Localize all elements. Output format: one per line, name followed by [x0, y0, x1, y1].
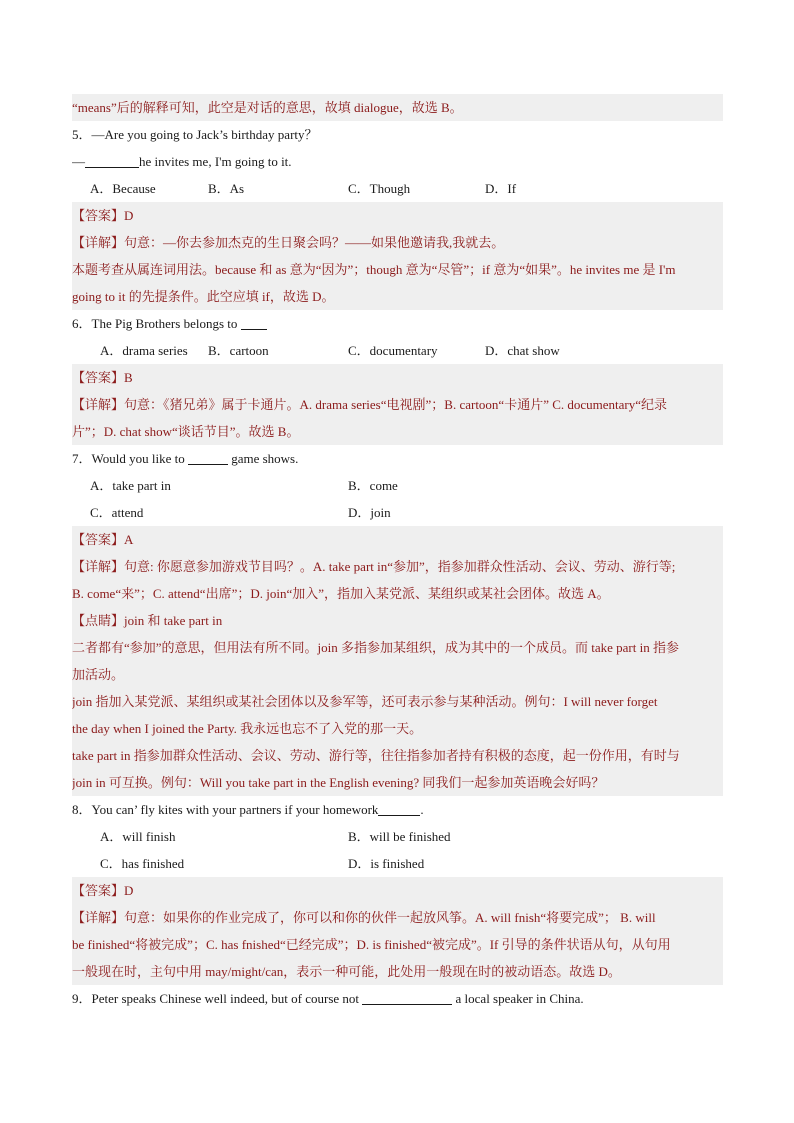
- q8-stem: [72, 796, 723, 823]
- answer-tag: 【答案】: [72, 532, 125, 547]
- q6-option-d[interactable]: D．chat show: [485, 343, 560, 358]
- q7-tip-6: join in 可互换。例句：Will you take part in the English evening? 同我们一起参加英语晚会好吗？: [72, 769, 723, 796]
- q5-answer: [72, 202, 723, 229]
- q7-stem: [72, 445, 723, 472]
- answer-tag: 【答案】: [72, 370, 125, 385]
- q8-answer: [72, 877, 723, 904]
- q6-answer-value: B: [124, 370, 133, 385]
- q8-answer-value: D: [124, 883, 134, 898]
- q7-tip-4: the day when I joined the Party. 我永远也忘不了入党的那一天。: [72, 715, 723, 742]
- q7-answer: [72, 526, 723, 553]
- q5-answer-value: D: [124, 208, 134, 223]
- q7-tip-title: join 和 take part in: [124, 613, 223, 628]
- q6-detail-2: 片”；D. chat show“谈话节目”。故选 B。: [72, 418, 723, 445]
- q7-tip-2: 加活动。: [72, 661, 723, 688]
- q7-tip-heading: [72, 607, 723, 634]
- q7-tip-3: join 指加入某党派、某组织或某社会团体以及参军等，还可表示参与某种活动。例句：I will never forget: [72, 688, 723, 715]
- q6-stem: [72, 310, 723, 337]
- q6-option-b[interactable]: B．cartoon: [208, 343, 269, 358]
- q5-dash: —: [72, 154, 85, 169]
- q8-detail-text-1: 句意：如果你的作业完成了，你可以和你的伙伴一起放风筝。A. will fnish“将要完成”； B. will: [124, 910, 656, 925]
- q5-detail-2: 本题考查从属连词用法。because 和 as 意为“因为”；though 意为“尽管”；if 意为“如果”。he invites me 是 I'm: [72, 256, 723, 283]
- q7-answer-value: A: [124, 532, 134, 547]
- detail-tag: 【详解】: [72, 235, 125, 250]
- answer-tag: 【答案】: [72, 208, 125, 223]
- q5-blank: [85, 153, 139, 168]
- q8-detail-3: 一般现在时，主句中用 may/might/can，表示一种可能，此处用一般现在时的被动语态。故选 D。: [72, 958, 723, 985]
- q5-option-c[interactable]: C．Though: [348, 181, 411, 196]
- q9-stem: [72, 985, 723, 1012]
- q5-detail-1: [72, 229, 723, 256]
- q5-option-b[interactable]: B．As: [208, 181, 245, 196]
- q5-detail-text-1: 句意：—你去参加杰克的生日聚会吗？——如果他邀请我,我就去。: [124, 235, 505, 250]
- q5-line2: [72, 148, 723, 175]
- q7-option-b[interactable]: B．come: [348, 478, 398, 493]
- tip-tag: 【点睛】: [72, 613, 125, 628]
- q8-detail-2: be finished“将被完成”；C. has fnished“已经完成”；D. is finished“被完成”。If 引导的条件状语从句，从句用: [72, 931, 723, 958]
- q6-option-a[interactable]: A．drama series: [100, 343, 188, 358]
- q7-option-d[interactable]: D．join: [348, 505, 391, 520]
- q7-blank: [188, 450, 228, 465]
- q7-tip-1: 二者都有“参加”的意思，但用法有所不同。join 多指参加某组织，成为其中的一个成员。而 take part in 指参: [72, 634, 723, 661]
- detail-tag: 【详解】: [72, 397, 125, 412]
- q8-stem-text: 8．You can’ fly kites with your partners if your homework: [72, 802, 379, 817]
- q5-line2-text: he invites me, I'm going to it.: [139, 154, 292, 169]
- q8-blank: [378, 801, 420, 816]
- q5-options: [72, 175, 723, 202]
- q8-detail-1: [72, 904, 723, 931]
- q6-stem-text: 6．The Pig Brothers belongs to: [72, 316, 238, 331]
- q5-option-d[interactable]: D．If: [485, 181, 517, 196]
- q9-stem-text: 9．Peter speaks Chinese well indeed, but of course not: [72, 991, 360, 1006]
- q6-blank: [241, 315, 267, 330]
- q7-option-a[interactable]: A．take part in: [90, 478, 171, 493]
- q7-stem-text: 7．Would you like to: [72, 451, 185, 466]
- q6-options: [72, 337, 723, 364]
- q8-option-d[interactable]: D．is finished: [348, 856, 425, 871]
- q5-detail-3: going to it 的先提条件。此空应填 if，故选 D。: [72, 283, 723, 310]
- q8-options-row1: [72, 823, 723, 850]
- q6-option-c[interactable]: C．documentary: [348, 343, 438, 358]
- q5-option-a[interactable]: A．Because: [90, 181, 156, 196]
- detail-tag: 【详解】: [72, 910, 125, 925]
- detail-tag: 【详解】: [72, 559, 125, 574]
- q7-stem-after: game shows.: [231, 451, 299, 466]
- q6-detail-1: [72, 391, 723, 418]
- q7-detail-text-1: 句意: 你愿意参加游戏节目吗？。A. take part in“参加”，指参加群众性活动、会议、劳动、游行等;: [124, 559, 676, 574]
- q7-tip-5: take part in 指参加群众性活动、会议、劳动、游行等，往往指参加者持有积极的态度，起一份作用，有时与: [72, 742, 723, 769]
- q8-options-row2: [72, 850, 723, 877]
- q8-stem-after: .: [420, 802, 424, 817]
- q6-answer: [72, 364, 723, 391]
- q7-option-c[interactable]: C．attend: [90, 505, 144, 520]
- q4-explanation-tail: “means”后的解释可知，此空是对话的意思，故填 dialogue，故选 B。: [72, 94, 723, 121]
- q9-stem-after: a local speaker in China.: [455, 991, 584, 1006]
- q6-detail-text-1: 句意：《猪兄弟》属于卡通片。A. drama series“电视剧”；B. cartoon“卡通片” C. documentary“纪录: [124, 397, 668, 412]
- q7-detail-1: [72, 553, 723, 580]
- q7-options-row2: [72, 499, 723, 526]
- q7-detail-2: B. come“来”；C. attend“出席”；D. join“加入”，指加入某党派、某组织或某社会团体。故选 A。: [72, 580, 723, 607]
- q8-option-c[interactable]: C．has finished: [100, 856, 185, 871]
- answer-tag: 【答案】: [72, 883, 125, 898]
- q7-options-row1: [72, 472, 723, 499]
- q8-option-b[interactable]: B．will be finished: [348, 829, 451, 844]
- q9-blank: [362, 990, 452, 1005]
- document-page: [72, 94, 723, 1012]
- q5-stem: 5．—Are you going to Jack’s birthday party？: [72, 127, 318, 142]
- q8-option-a[interactable]: A．will finish: [100, 829, 176, 844]
